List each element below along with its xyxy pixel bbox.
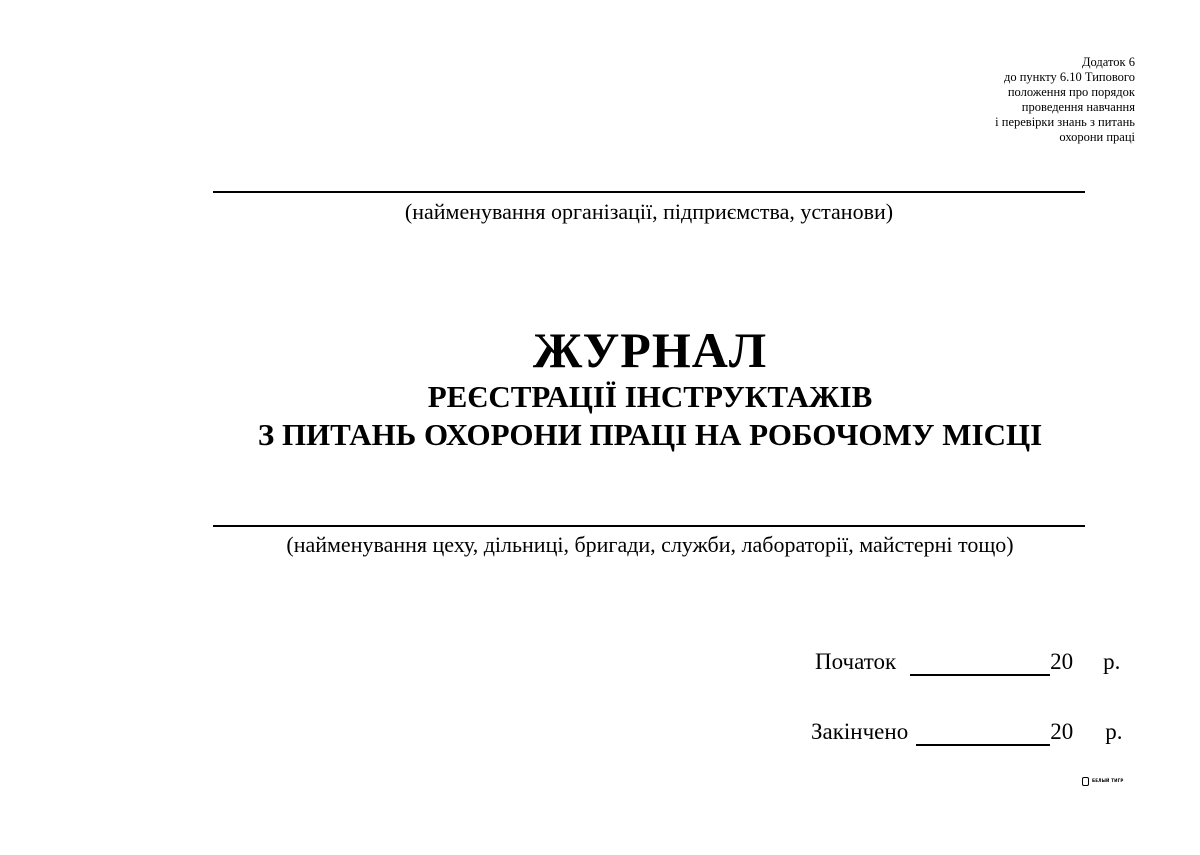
appendix-line: проведення навчання — [1021, 100, 1135, 114]
appendix-line: до пункту 6.10 Типового — [1003, 70, 1135, 84]
end-date-label: Закінчено — [811, 719, 909, 744]
start-date-label: Початок — [815, 649, 897, 674]
start-date-row — [815, 648, 1120, 676]
appendix-line: охорони праці — [1059, 130, 1135, 144]
title-line-3: З ПИТАНЬ ОХОРОНИ ПРАЦІ НА РОБОЧОМУ МІСЦІ — [257, 417, 1043, 452]
appendix-line: Додаток 6 — [1082, 55, 1135, 69]
title-main: ЖУРНАЛ — [532, 322, 768, 378]
appendix-note — [895, 55, 1135, 145]
end-date-blank — [916, 722, 1050, 746]
organization-name-line — [213, 191, 1085, 193]
end-year-suffix: р. — [1105, 719, 1123, 744]
tiger-logo-icon — [1082, 777, 1089, 786]
journal-title — [150, 322, 1150, 454]
appendix-line: і перевірки знань з питань — [995, 115, 1135, 129]
publisher-logo — [1082, 776, 1134, 786]
start-year-prefix: 20 — [1050, 649, 1074, 674]
publisher-logo-text: БЕЛЫЙ ТИГР — [1092, 778, 1124, 783]
start-date-blank — [910, 652, 1050, 676]
title-line-2: РЕЄСТРАЦІЇ ІНСТРУКТАЖІВ — [427, 379, 873, 414]
department-caption: (найменування цеху, дільниці, бригади, служби, лабораторії, майстерні тощо) — [286, 532, 1014, 557]
end-year-prefix: 20 — [1050, 719, 1074, 744]
organization-caption: (найменування організації, підприємства, установи) — [404, 199, 894, 224]
appendix-line: положення про порядок — [1007, 85, 1135, 99]
start-year-suffix: р. — [1103, 649, 1121, 674]
end-date-row — [811, 718, 1122, 746]
department-name-line — [213, 525, 1085, 527]
